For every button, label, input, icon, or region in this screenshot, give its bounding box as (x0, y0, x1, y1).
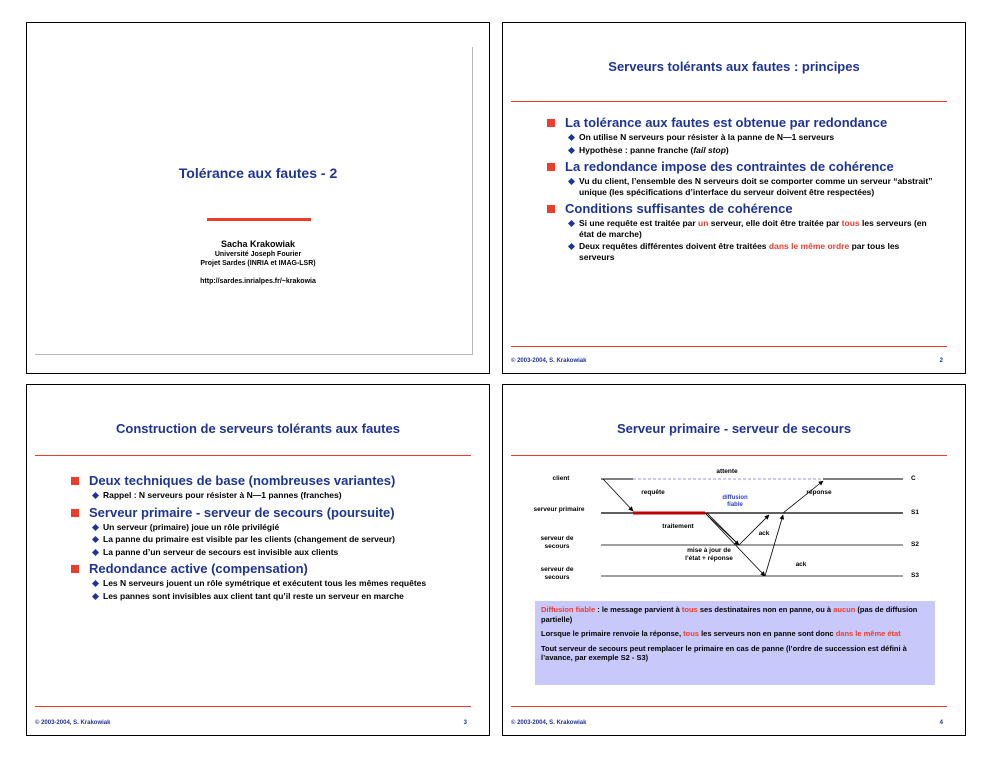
title-underline (207, 218, 311, 221)
sequence-diagram-lines (503, 385, 965, 595)
label-requete: requête (641, 489, 665, 496)
label-c: C (911, 475, 916, 482)
bullet-level2: Deux requêtes différentes doivent être traitées dans le même ordre par tous les serveurs (545, 241, 937, 262)
label-attente: attente (716, 468, 738, 475)
bullet-level1: Deux techniques de base (nombreuses variantes) (69, 473, 461, 488)
slide-frame-line (472, 47, 473, 355)
page-number: 2 (939, 358, 943, 364)
university: Université Joseph Fourier (214, 251, 302, 258)
slide-title: Serveurs tolérants aux fautes : principes (608, 59, 860, 74)
footer-copyright: © 2003-2004, S. Krakowiak (511, 358, 587, 364)
title-separator (35, 455, 471, 456)
label-update: mise à jour de l’état + réponse (685, 547, 733, 562)
diffusion-arrow-s3 (705, 513, 765, 576)
ack-arrow-s3 (765, 515, 783, 576)
info-paragraph: Lorsque le primaire renvoie la réponse, tous les serveurs non en panne sont donc dans le même état (541, 629, 901, 638)
footer-copyright: © 2003-2004, S. Krakowiak (511, 720, 587, 726)
title-separator (511, 101, 947, 102)
label-client: client (552, 475, 570, 482)
author: Sacha Krakowiak (220, 239, 296, 249)
bullet-level1: Conditions suffisantes de cohérence (545, 201, 937, 216)
page-number: 3 (463, 720, 467, 726)
label-reponse: réponse (806, 489, 832, 496)
info-paragraph: Tout serveur de secours peut remplacer le primaire en cas de panne (l’ordre de succession est défini à l’avance, par exemple S2 - S3) (541, 643, 907, 662)
label-backup-s2: serveur de secours (540, 535, 574, 550)
response-arrow (783, 481, 823, 513)
slide-title: Construction de serveurs tolérants aux fautes (116, 421, 400, 436)
bullet-level2: La panne d’un serveur de secours est invisible aux clients (69, 547, 461, 558)
bullet-level2: Les N serveurs jouent un rôle symétrique et exécutent tous les mêmes requêtes (69, 578, 461, 589)
bullet-level2: Vu du client, l’ensemble des N serveurs doit se comporter comme un serveur “abstrait” unique (les spécifications d’interface du serveur doivent être respectées) (545, 176, 937, 197)
slide-title: Tolérance aux fautes - 2 (178, 165, 338, 181)
label-traitement: traitement (662, 523, 694, 530)
bullet-level1: Serveur primaire - serveur de secours (poursuite) (69, 505, 461, 520)
label-s3: S3 (911, 572, 919, 579)
info-paragraph: Diffusion fiable : le message parvient à tous ses destinataires non en panne, ou à aucun (pas de diffusion partielle) (541, 605, 918, 624)
label-diffusion: diffusion fiable (722, 495, 748, 508)
bullet-level2: Les pannes sont invisibles aux client tant qu’il reste un serveur en marche (69, 591, 461, 602)
page-number: 4 (939, 720, 943, 726)
label-backup-s3: serveur de secours (540, 566, 574, 581)
url: http://sardes.inrialpes.fr/~krakowia (200, 278, 316, 285)
slide-title: Serveur primaire - serveur de secours (616, 421, 852, 436)
sequence-diagram (503, 385, 965, 595)
bullet-level1: La redondance impose des contraintes de cohérence (545, 159, 937, 174)
slide-2 (502, 22, 966, 374)
footer-copyright: © 2003-2004, S. Krakowiak (35, 720, 111, 726)
bullet-level2: La panne du primaire est visible par les clients (changement de serveur) (69, 534, 461, 545)
label-primary: serveur primaire (533, 506, 585, 513)
diffusion-arrow-s2b (707, 513, 739, 545)
bullet-level2: Un serveur (primaire) joue un rôle privilégié (69, 522, 461, 533)
bullet-level2: Hypothèse : panne franche (fail stop) (545, 145, 937, 156)
bullet-level1: La tolérance aux fautes est obtenue par redondance (545, 115, 937, 130)
footer-separator (35, 706, 471, 707)
bullet-level2: Rappel : N serveurs pour résister à N—1 pannes (franches) (69, 490, 461, 501)
bullet-level2: Si une requête est traitée par un serveur, elle doit être traitée par tous les serveurs (en état de marche) (545, 218, 937, 239)
bullet-level1: Redondance active (compensation) (69, 561, 461, 576)
slide-3 (26, 384, 490, 736)
request-arrow (603, 479, 633, 511)
bullet-level2: On utilise N serveurs pour résister à la panne de N—1 serveurs (545, 132, 937, 143)
footer-separator (511, 346, 947, 347)
label-s2: S2 (911, 541, 919, 548)
slide-frame-line (35, 354, 473, 355)
info-box (535, 601, 935, 685)
slide-4 (502, 384, 966, 736)
footer-separator (511, 706, 947, 707)
slide-1 (26, 22, 490, 374)
label-ack-s3: ack (795, 561, 807, 568)
label-s1: S1 (911, 509, 919, 516)
project: Projet Sardes (INRIA et IMAG-LSR) (200, 260, 316, 267)
label-ack-s2: ack (758, 530, 770, 537)
